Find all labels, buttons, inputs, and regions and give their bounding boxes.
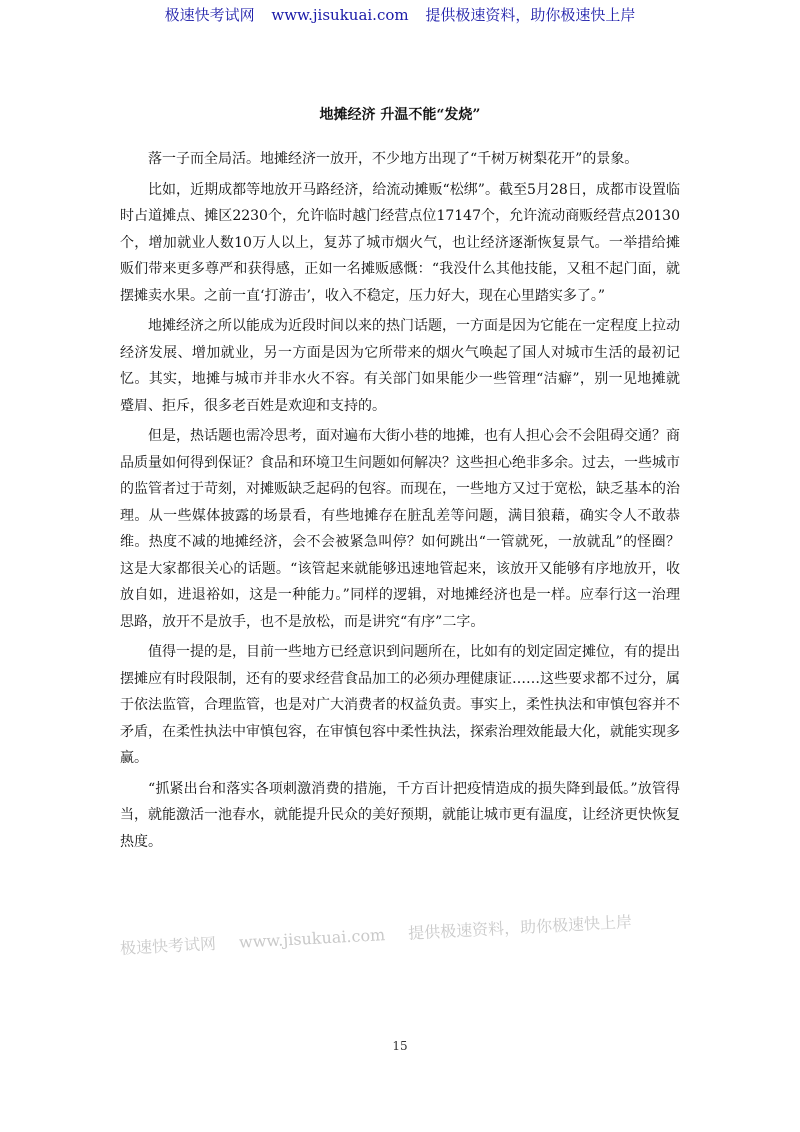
header-url: www.jisukuai.com <box>271 6 409 24</box>
watermark <box>119 904 739 959</box>
header-site-name: 极速快考试网 <box>164 6 255 24</box>
page-header <box>0 4 800 25</box>
paragraph: “抓紧出台和落实各项刺激消费的措施，千方百计把疫情造成的损失降到最低。”放管得当，就能激活一池春水，就能提升民众的美好预期，就能让城市更有温度，让经济更快恢复热度。 <box>120 780 680 850</box>
header-slogan: 提供极速资料，助你极速快上岸 <box>425 6 636 24</box>
paragraph: 但是，热话题也需冷思考，面对遍布大街小巷的地摊，也有人担心会不会阻碍交通？商品质量如何得到保证？食品和环境卫生问题如何解决？这些担心绝非多余。过去，一些城市的监管者过于苛刻，对摊贩缺乏起码的包容。而现在，一些地方又过于宽松，缺乏基本的治理。从一些媒体披露的场景看，有些地摊存在脏乱差等问题，满目狼藉，确实令人不敢恭维。热度不减的地摊经济，会不会被紧急叫停？如何跳出“一管就死，一放就乱”的怪圈？这是大家都很关心的话题。“该管起来就能够迅速地管起来，该放开又能够有序地放开，收放自如，进退裕如，这是一种能力。”同样的逻辑，对地摊经济也是一样。应奉行这一治理思路，放开不是放手，也不是放松，而是讲究“有序”二字。 <box>120 428 680 630</box>
paragraph: 地摊经济之所以能成为近段时间以来的热门话题，一方面是因为它能在一定程度上拉动经济发展、增加就业，另一方面是因为它所带来的烟火气唤起了国人对城市生活的最初记忆。其实，地摊与城市并非水火不容。有关部门如果能少一些管理“洁癖”，别一见地摊就蹙眉、拒斥，很多老百姓是欢迎和支持的。 <box>120 318 680 414</box>
paragraph: 比如，近期成都等地放开马路经济，给流动摊贩“松绑”。截至5月28日，成都市设置临时占道摊点、摊区2230个，允许临时越门经营点位17147个，允许流动商贩经营点20130个，增加就业人数10万人以上，复苏了城市烟火气，也让经济逐渐恢复景气。一举措给摊贩们带来更多尊严和获得感，正如一名摊贩感慨：“我没什么其他技能，又租不起门面，就摆摊卖水果。之前一直‘打游击’，收入不稳定，压力好大，现在心里踏实多了。” <box>120 181 680 304</box>
watermark-site-name: 极速快考试网 <box>119 933 217 958</box>
article-body <box>120 146 680 859</box>
watermark-slogan: 提供极速资料，助你极速快上岸 <box>407 912 633 943</box>
paragraph: 落一子而全局活。地摊经济一放开，不少地方出现了“千树万树梨花开”的景象。 <box>148 151 639 167</box>
watermark-url: www.jisukuai.com <box>238 925 386 952</box>
paragraph: 值得一提的是，目前一些地方已经意识到问题所在，比如有的划定固定摊位，有的提出摆摊应有时段限制，还有的要求经营食品加工的必须办理健康证……这些要求都不过分，属于依法监管，合理监管，也是对广大消费者的权益负责。事实上，柔性执法和审慎包容并不矛盾，在柔性执法中审慎包容，在审慎包容中柔性执法，探索治理效能最大化，就能实现多赢。 <box>120 644 680 766</box>
page-number: 15 <box>392 1039 408 1053</box>
article-title: 地摊经济 升温不能“发烧” <box>319 107 481 123</box>
